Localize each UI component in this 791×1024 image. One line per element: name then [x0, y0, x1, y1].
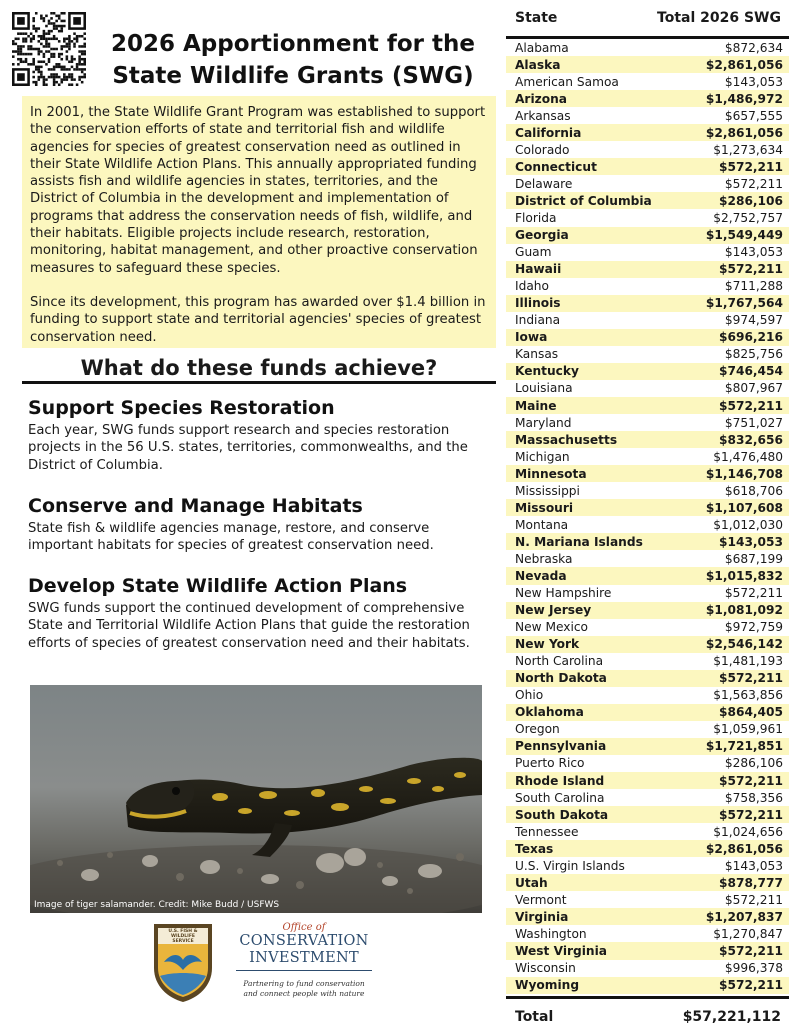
state-name: Puerto Rico — [515, 756, 585, 771]
table-row — [506, 56, 789, 73]
usfws-shield-logo — [150, 922, 216, 1004]
table-row — [506, 209, 789, 226]
state-name: Illinois — [515, 296, 561, 311]
table-row — [506, 567, 789, 584]
table-row — [506, 329, 789, 346]
table-row — [506, 840, 789, 857]
state-amount: $572,211 — [724, 586, 783, 601]
state-amount: $2,752,757 — [713, 210, 783, 225]
state-name: New York — [515, 637, 580, 652]
state-amount: $746,454 — [719, 364, 783, 379]
state-name: Missouri — [515, 500, 574, 515]
table-row — [506, 653, 789, 670]
state-name: Massachusetts — [515, 432, 618, 447]
state-name: Texas — [515, 841, 554, 856]
state-name: Colorado — [515, 142, 570, 157]
state-name: Pennsylvania — [515, 739, 607, 754]
table-body — [506, 39, 789, 994]
achievement-restoration — [28, 396, 490, 474]
state-amount: $832,656 — [719, 432, 783, 447]
page-title — [108, 28, 478, 92]
state-amount: $751,027 — [724, 415, 783, 430]
table-row — [506, 874, 789, 891]
state-amount: $696,216 — [719, 330, 783, 345]
oci-logo — [236, 922, 372, 999]
state-amount: $1,146,708 — [705, 466, 783, 481]
total-amount: $57,221,112 — [682, 1008, 781, 1024]
table-row — [506, 448, 789, 465]
state-name: Washington — [515, 926, 587, 941]
state-name: South Dakota — [515, 807, 609, 822]
state-name: Arkansas — [515, 108, 571, 123]
state-amount: $286,106 — [724, 756, 783, 771]
table-row — [506, 175, 789, 192]
table-row — [506, 73, 789, 90]
table-row — [506, 158, 789, 175]
state-name: North Dakota — [515, 671, 607, 686]
state-name: Idaho — [515, 279, 549, 294]
table-row — [506, 550, 789, 567]
state-name: Maine — [515, 398, 557, 413]
state-name: Utah — [515, 875, 548, 890]
state-amount: $864,405 — [719, 705, 783, 720]
state-amount: $1,481,193 — [713, 654, 783, 669]
state-amount: $143,053 — [724, 74, 783, 89]
oci-tagline-2: and connect people with nature — [243, 989, 365, 998]
state-amount: $1,024,656 — [713, 824, 783, 839]
table-row — [506, 363, 789, 380]
state-name: New Jersey — [515, 603, 592, 618]
state-amount: $825,756 — [724, 347, 783, 362]
state-name: Guam — [515, 245, 552, 260]
state-amount: $572,211 — [719, 159, 783, 174]
state-amount: $572,211 — [719, 807, 783, 822]
intro-paragraph-1: In 2001, the State Wildlife Grant Program was established to support the conservation efforts of state and territorial fish and wildlife agencies for species of greatest conservation need as outlined in their State Wildlife Action Plans. This annually appropriated funding assists fish and wildlife agencies in states, territories, and the District of Columbia in the development and implementation of programs that address the conservation needs of fish, wildlife, and their habitats. Eligible projects include research, restoration, monitoring, habitat management, and other proactive conservation measures to safeguard these species. — [30, 105, 486, 276]
state-name: Nevada — [515, 568, 567, 583]
table-row — [506, 602, 789, 619]
table-row — [506, 244, 789, 261]
state-amount: $1,059,961 — [713, 722, 783, 737]
state-amount: $1,721,851 — [705, 739, 783, 754]
state-name: Alaska — [515, 57, 561, 72]
heading-divider — [22, 381, 496, 384]
state-name: Arizona — [515, 91, 567, 106]
state-name: Georgia — [515, 228, 569, 243]
table-row — [506, 192, 789, 209]
state-amount: $972,759 — [724, 620, 783, 635]
state-name: Florida — [515, 210, 557, 225]
qr-code-graphic — [12, 12, 86, 86]
oci-divider — [236, 970, 372, 971]
state-amount: $572,211 — [719, 944, 783, 958]
state-name: Ohio — [515, 688, 544, 703]
table-row — [506, 585, 789, 602]
table-row — [506, 908, 789, 925]
table-total-row — [506, 999, 789, 1024]
state-name: N. Mariana Islands — [515, 534, 643, 549]
state-amount: $1,015,832 — [705, 568, 783, 583]
achievement-action-plans — [28, 574, 490, 652]
state-name: Rhode Island — [515, 773, 605, 788]
table-row — [506, 39, 789, 56]
achievement-heading: Develop State Wildlife Action Plans — [28, 575, 408, 597]
table-row — [506, 465, 789, 482]
table-row — [506, 414, 789, 431]
state-amount: $1,081,092 — [705, 603, 783, 618]
state-amount: $996,378 — [724, 961, 783, 976]
table-row — [506, 755, 789, 772]
table-row — [506, 124, 789, 141]
state-name: Iowa — [515, 330, 548, 345]
state-name: Montana — [515, 517, 569, 532]
oci-name-line-2: INVESTMENT — [249, 950, 359, 966]
state-name: New Mexico — [515, 620, 589, 635]
table-row — [506, 721, 789, 738]
total-label: Total — [515, 1008, 554, 1024]
table-row — [506, 295, 789, 312]
state-name: Connecticut — [515, 159, 597, 174]
table-row — [506, 977, 789, 994]
state-amount: $1,549,449 — [705, 228, 783, 243]
state-amount: $572,211 — [719, 262, 783, 277]
table-row — [506, 942, 789, 959]
table-row — [506, 261, 789, 278]
state-amount: $143,053 — [724, 245, 783, 260]
state-amount: $807,967 — [724, 381, 783, 396]
state-name: Hawaii — [515, 262, 562, 277]
table-row — [506, 312, 789, 329]
state-amount: $758,356 — [724, 790, 783, 805]
intro-box — [22, 96, 496, 348]
state-amount: $572,211 — [719, 671, 783, 686]
page-title-line-2: State Wildlife Grants (SWG) — [112, 63, 474, 89]
state-amount: $143,053 — [724, 858, 783, 873]
photo-credit: Image of tiger salamander. Credit: Mike Budd / USFWS — [34, 900, 280, 910]
achieve-heading: What do these funds achieve? — [80, 356, 438, 380]
state-name: Wyoming — [515, 978, 580, 993]
state-amount: $1,476,480 — [713, 449, 783, 464]
state-amount: $1,767,564 — [705, 296, 783, 311]
table-row — [506, 789, 789, 806]
state-amount: $1,270,847 — [713, 926, 783, 941]
table-row — [506, 533, 789, 550]
oci-name-line-1: CONSERVATION — [239, 933, 369, 949]
table-row — [506, 670, 789, 687]
state-amount: $872,634 — [724, 40, 783, 55]
state-amount: $572,211 — [724, 176, 783, 191]
table-row — [506, 516, 789, 533]
state-name: Indiana — [515, 313, 561, 328]
table-row — [506, 823, 789, 840]
state-amount: $1,107,608 — [705, 500, 783, 515]
state-name: Alabama — [515, 40, 569, 55]
page-title-line-1: 2026 Apportionment for the — [110, 31, 475, 57]
state-name: California — [515, 125, 582, 140]
state-name: Wisconsin — [515, 961, 576, 976]
state-name: Oregon — [515, 722, 560, 737]
state-name: Nebraska — [515, 551, 573, 566]
state-name: Vermont — [515, 892, 567, 907]
state-name: Louisiana — [515, 381, 573, 396]
state-name: Michigan — [515, 449, 570, 464]
state-name: West Virginia — [515, 944, 607, 958]
state-name: Delaware — [515, 176, 573, 191]
state-amount: $657,555 — [724, 108, 783, 123]
state-amount: $572,211 — [719, 978, 783, 993]
intro-paragraph-2: Since its development, this program has awarded over $1.4 billion in funding to support state and territorial agencies' species of greatest conservation need. — [30, 294, 486, 345]
table-row — [506, 141, 789, 158]
state-amount: $1,486,972 — [705, 91, 783, 106]
achievement-habitats — [28, 494, 490, 555]
achievement-heading: Conserve and Manage Habitats — [28, 495, 363, 517]
achievement-heading: Support Species Restoration — [28, 397, 335, 419]
state-name: North Carolina — [515, 654, 604, 669]
state-name: Tennessee — [515, 824, 579, 839]
table-row — [506, 704, 789, 721]
apportionment-table — [506, 0, 789, 1024]
state-amount: $572,211 — [719, 773, 783, 788]
table-row — [506, 772, 789, 789]
achievement-text: Each year, SWG funds support research and species restoration projects in the 56 U.S. states, territories, commonwealths, and the District of Columbia. — [28, 423, 468, 473]
table-row — [506, 857, 789, 874]
table-row — [506, 960, 789, 977]
table-row — [506, 397, 789, 414]
state-amount: $1,563,856 — [713, 688, 783, 703]
column-header-state: State — [515, 10, 558, 26]
state-amount: $1,012,030 — [713, 517, 783, 532]
table-row — [506, 891, 789, 908]
state-name: American Samoa — [515, 74, 619, 89]
state-amount: $572,211 — [724, 892, 783, 907]
state-name: Oklahoma — [515, 705, 584, 720]
state-amount: $2,546,142 — [705, 637, 783, 652]
table-row — [506, 499, 789, 516]
state-name: Kansas — [515, 347, 559, 362]
state-name: U.S. Virgin Islands — [515, 858, 625, 873]
state-amount: $286,106 — [719, 193, 783, 208]
state-name: Virginia — [515, 909, 569, 924]
table-row — [506, 227, 789, 244]
table-row — [506, 806, 789, 823]
state-name: Minnesota — [515, 466, 587, 481]
table-row — [506, 619, 789, 636]
table-row — [506, 925, 789, 942]
state-name: District of Columbia — [515, 193, 652, 208]
salamander-image — [30, 685, 482, 913]
table-row — [506, 738, 789, 755]
state-amount: $1,207,837 — [705, 909, 783, 924]
state-amount: $687,199 — [724, 551, 783, 566]
salamander-photo — [30, 685, 482, 913]
table-row — [506, 687, 789, 704]
table-row — [506, 482, 789, 499]
state-amount: $143,053 — [719, 534, 783, 549]
state-amount: $618,706 — [724, 483, 783, 498]
state-amount: $1,273,634 — [713, 142, 783, 157]
achievement-text: SWG funds support the continued development of comprehensive State and Territorial Wildlife Action Plans that guide the restoration efforts of species of greatest conservation need and their habitats. — [28, 601, 470, 651]
state-amount: $2,861,056 — [705, 57, 783, 72]
state-name: Maryland — [515, 415, 572, 430]
table-row — [506, 636, 789, 653]
oci-office-of: Office of — [282, 922, 326, 933]
table-row — [506, 278, 789, 295]
state-amount: $2,861,056 — [705, 841, 783, 856]
state-name: Mississippi — [515, 483, 580, 498]
table-row — [506, 90, 789, 107]
state-amount: $572,211 — [719, 398, 783, 413]
state-name: New Hampshire — [515, 586, 612, 601]
usfws-logo-text: U.S. FISH & WILDLIFE SERVICE — [168, 929, 198, 944]
state-amount: $711,288 — [724, 279, 783, 294]
column-header-total: Total 2026 SWG — [657, 10, 781, 26]
state-name: South Carolina — [515, 790, 605, 805]
table-row — [506, 107, 789, 124]
qr-code-icon — [12, 12, 86, 86]
oci-tagline-1: Partnering to fund conservation — [243, 979, 365, 988]
state-name: Kentucky — [515, 364, 579, 379]
state-amount: $2,861,056 — [705, 125, 783, 140]
state-amount: $878,777 — [719, 875, 783, 890]
table-row — [506, 346, 789, 363]
table-header — [506, 0, 789, 36]
table-row — [506, 431, 789, 448]
achievement-text: State fish & wildlife agencies manage, restore, and conserve important habitats for species of greatest conservation need. — [28, 521, 434, 554]
state-amount: $974,597 — [724, 313, 783, 328]
table-row — [506, 380, 789, 397]
